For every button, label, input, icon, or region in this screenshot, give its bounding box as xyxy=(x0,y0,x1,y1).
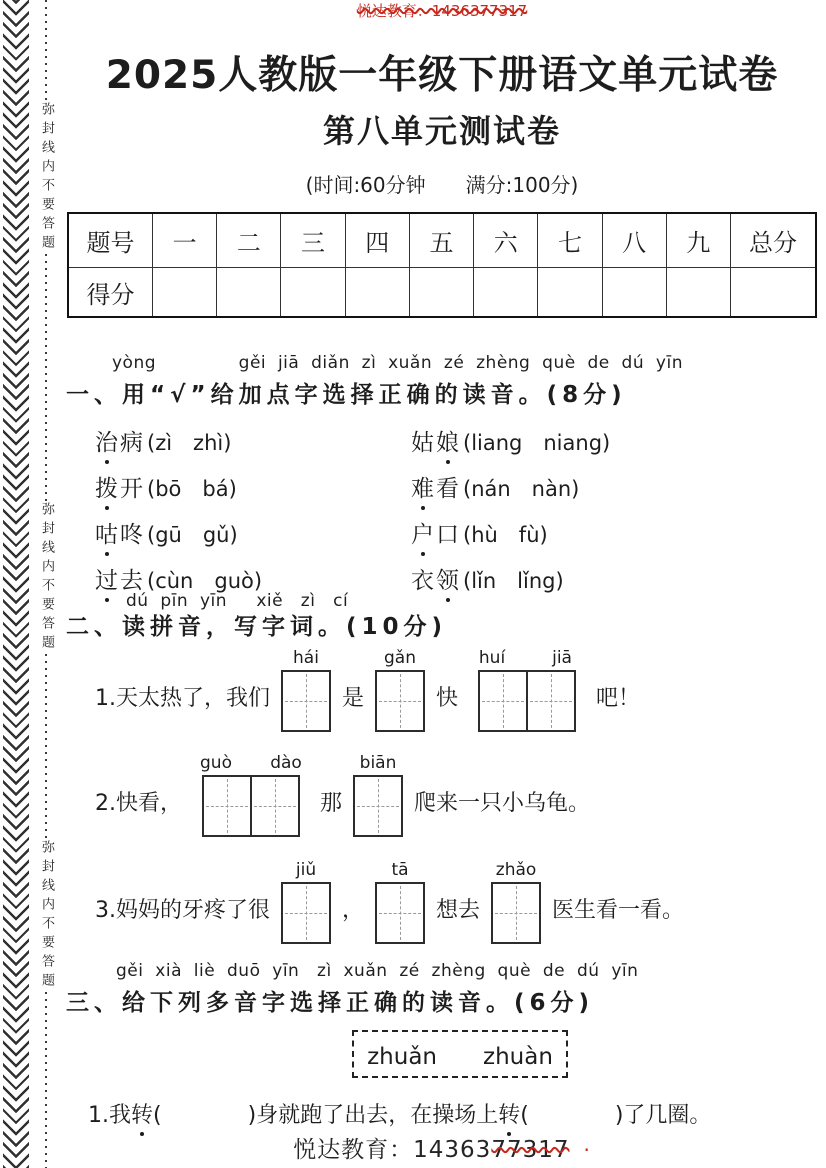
character-grid-box xyxy=(281,670,331,732)
writing-box xyxy=(375,648,425,732)
write-sentence-3 xyxy=(88,860,691,944)
seal-line-text: 弥封线内不要答题 xyxy=(39,502,54,654)
character-grid-pair xyxy=(202,775,300,837)
score-row-label: 得分 xyxy=(69,268,153,316)
score-cell-empty xyxy=(538,268,602,316)
time-score-meta: (时间:60分钟 满分:100分) xyxy=(305,173,579,197)
seal-line-column xyxy=(36,0,56,1168)
pronunciation-item xyxy=(94,424,410,457)
pinyin-options: (gū gǔ) xyxy=(147,523,238,547)
question-text: ( xyxy=(153,1103,162,1128)
question-text: )身就跑了出去，在操场上 xyxy=(247,1103,499,1128)
pronunciation-item xyxy=(410,424,774,457)
pinyin-options: (lǐn lǐng) xyxy=(463,569,564,593)
question-text: 1.我 xyxy=(88,1103,131,1128)
score-table-header-cell: 三 xyxy=(281,214,345,268)
seal-dotted-segment xyxy=(45,654,47,840)
pinyin-label-text: gǎn xyxy=(384,648,416,668)
sentence-text: 3.妈妈的牙疼了很 xyxy=(95,898,270,923)
item-word xyxy=(410,476,460,502)
character-grid-pair xyxy=(478,670,576,732)
dotted-character: 拨 xyxy=(95,476,118,502)
pinyin-label-text: tā xyxy=(391,860,409,880)
section1-items xyxy=(94,424,774,595)
sentence-text: 吧！ xyxy=(596,686,641,711)
writing-box xyxy=(491,860,541,944)
score-cell-empty xyxy=(346,268,410,316)
dotted-character: 娘 xyxy=(436,430,459,456)
writing-box xyxy=(281,860,331,944)
score-cell-empty xyxy=(667,268,731,316)
score-table-header-cell: 二 xyxy=(217,214,281,268)
dotted-character: 治 xyxy=(95,430,118,456)
score-table-header-cell: 总分 xyxy=(731,214,815,268)
score-cell-empty xyxy=(217,268,281,316)
word-character: 衣 xyxy=(411,568,434,594)
write-sentence-2 xyxy=(88,753,597,837)
seal-dotted-segment xyxy=(45,0,47,102)
section1-heading: 一、用“√”给加点字选择正确的读音。(8分) xyxy=(66,382,627,408)
section2-heading: 二、读拼音，写字词。(10分) xyxy=(66,614,448,640)
seal-line-text: 弥封线内不要答题 xyxy=(39,840,54,992)
score-cell-empty xyxy=(731,268,815,316)
pinyin-label xyxy=(493,860,539,882)
dotted-character: 转 xyxy=(131,1103,154,1128)
dotted-character: 咕 xyxy=(95,522,118,548)
character-grid-box xyxy=(250,775,300,837)
character-grid-box xyxy=(375,882,425,944)
pinyin-options: (cùn guò) xyxy=(147,569,263,593)
writing-box xyxy=(375,860,425,944)
word-character: 看 xyxy=(436,476,459,502)
pinyin-label-text: guò xyxy=(200,753,232,773)
item-word xyxy=(94,430,144,456)
pronunciation-item xyxy=(410,470,774,503)
seal-dotted-segment xyxy=(45,254,47,502)
dotted-character: 难 xyxy=(411,476,434,502)
pinyin-label xyxy=(469,648,585,670)
sentence-text: 那 xyxy=(320,791,343,816)
score-table xyxy=(67,212,817,318)
writing-box-double xyxy=(469,648,585,732)
pinyin-label xyxy=(355,753,401,775)
section3-pinyin: gěi xià liè duō yīn zì xuǎn zé zhèng què de dú yīn xyxy=(116,961,639,981)
character-grid-box xyxy=(526,670,576,732)
sentence-text: 2.快看， xyxy=(95,791,182,816)
sentence-text: 快 xyxy=(436,686,459,711)
pinyin-options: (liang niang) xyxy=(463,431,611,455)
pinyin-label-text: huí xyxy=(478,648,506,668)
score-cell-empty xyxy=(603,268,667,316)
score-table-header-label: 题号 xyxy=(69,214,153,268)
score-table-header-cell: 九 xyxy=(667,214,731,268)
sentence-text: 1.天太热了，我们 xyxy=(95,686,270,711)
writing-box xyxy=(281,648,331,732)
pinyin-label-text: jiǔ xyxy=(295,860,317,880)
word-character: 病 xyxy=(120,430,143,456)
seal-line-text: 弥封线内不要答题 xyxy=(39,102,54,254)
sentence-text: 爬来一只小乌龟。 xyxy=(414,791,591,816)
word-character: 开 xyxy=(120,476,143,502)
pinyin-label-text: zhǎo xyxy=(495,860,537,880)
word-character: 口 xyxy=(436,522,459,548)
character-grid-box xyxy=(491,882,541,944)
section1-pinyin: yòng gěi jiā diǎn zì xuǎn zé zhèng què de dú yīn xyxy=(112,353,683,373)
character-grid-box xyxy=(478,670,528,732)
word-character: 咚 xyxy=(120,522,143,548)
score-table-header-cell: 五 xyxy=(410,214,474,268)
pronunciation-item xyxy=(410,562,774,595)
watermark-top-text: 悦达教育：1436377317 xyxy=(356,2,528,20)
score-cell-empty xyxy=(281,268,345,316)
item-word xyxy=(94,476,144,502)
dotted-character: 过 xyxy=(95,568,118,594)
score-table-header-cell: 四 xyxy=(346,214,410,268)
pinyin-label xyxy=(283,648,329,670)
pinyin-options: (hù fù) xyxy=(463,523,548,547)
character-grid-box xyxy=(353,775,403,837)
writing-box xyxy=(353,753,403,837)
pronunciation-item xyxy=(94,470,410,503)
pinyin-options: (nán nàn) xyxy=(463,477,580,501)
question-line-1 xyxy=(88,1098,711,1129)
character-grid-box xyxy=(375,670,425,732)
pinyin-label xyxy=(193,753,309,775)
score-table-header-cell: 八 xyxy=(603,214,667,268)
sentence-text: 医生看一看。 xyxy=(552,898,685,923)
pinyin-label-text: biān xyxy=(359,753,397,773)
pinyin-label xyxy=(283,860,329,882)
pinyin-options: (zì zhì) xyxy=(147,431,232,455)
pinyin-label-text: hái xyxy=(293,648,319,668)
pinyin-label-text: jiā xyxy=(552,648,572,668)
watermark-bottom-text: 悦达教育：14363 xyxy=(293,1137,492,1163)
score-table-header-cell: 七 xyxy=(538,214,602,268)
watermark-top xyxy=(66,0,818,21)
seal-dotted-segment xyxy=(45,992,47,1168)
pinyin-label xyxy=(377,648,423,670)
score-cell-empty xyxy=(474,268,538,316)
question-text: )了几圈。 xyxy=(614,1103,712,1128)
question-text: ( xyxy=(520,1103,529,1128)
watermark-bottom-struck: 77317 xyxy=(491,1137,570,1163)
item-word xyxy=(410,568,460,594)
write-sentence-1 xyxy=(88,648,647,732)
watermark-red-mark: · xyxy=(583,1138,591,1162)
score-table-header-cell: 六 xyxy=(474,214,538,268)
item-word xyxy=(410,430,460,456)
pinyin-label xyxy=(377,860,423,882)
character-grid-box xyxy=(281,882,331,944)
pinyin-label-text: dào xyxy=(270,753,302,773)
pinyin-options: (bō bá) xyxy=(147,477,237,501)
dotted-character: 领 xyxy=(436,568,459,594)
word-character: 去 xyxy=(120,568,143,594)
seal-border-pattern xyxy=(3,0,29,1168)
options-text: zhuǎn zhuàn xyxy=(367,1043,553,1070)
item-word xyxy=(94,522,144,548)
score-cell-empty xyxy=(153,268,217,316)
pronunciation-item xyxy=(410,516,774,549)
multi-pronunciation-options-box xyxy=(352,1030,568,1078)
sentence-text: 想去 xyxy=(436,898,481,923)
score-cell-empty xyxy=(410,268,474,316)
writing-box-double xyxy=(193,753,309,837)
unit-subtitle: 第八单元测试卷 xyxy=(322,112,561,150)
word-character: 姑 xyxy=(411,430,434,456)
sentence-text: 是 xyxy=(342,686,365,711)
dotted-character: 转 xyxy=(498,1103,521,1128)
pronunciation-item xyxy=(94,516,410,549)
dotted-character: 户 xyxy=(411,522,434,548)
section3-heading: 三、给下列多音字选择正确的读音。(6分) xyxy=(66,990,595,1016)
character-grid-box xyxy=(202,775,252,837)
item-word xyxy=(410,522,460,548)
paper-title: 2025人教版一年级下册语文单元试卷 xyxy=(105,53,779,98)
score-table-header-cell: 一 xyxy=(153,214,217,268)
sentence-text: ， xyxy=(342,898,365,923)
section2-pinyin: dú pīn yīn xiě zì cí xyxy=(126,591,349,611)
watermark-bottom xyxy=(66,1131,818,1164)
